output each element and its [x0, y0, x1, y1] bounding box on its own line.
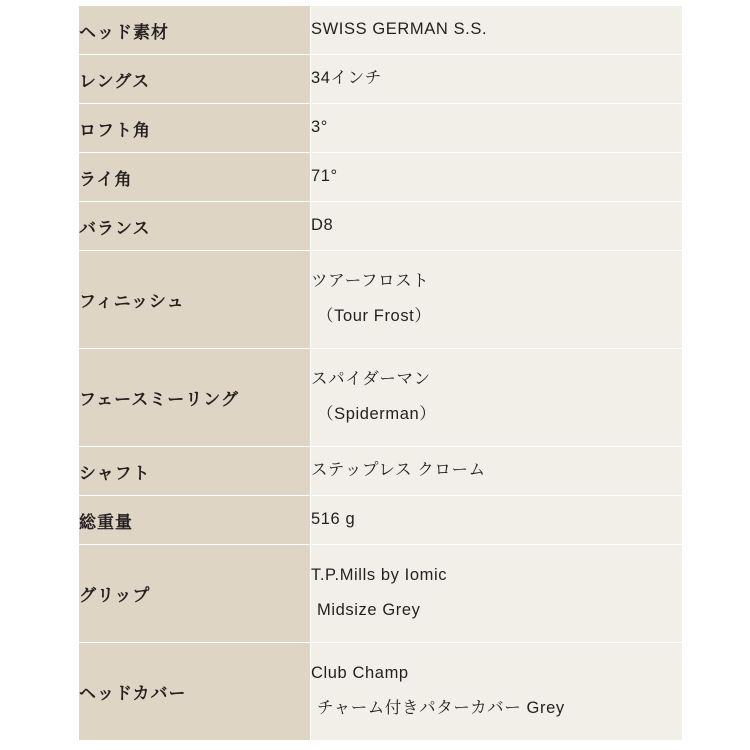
spec-label-cell: フェースミーリング [79, 349, 311, 447]
spec-label-cell: ヘッド素材 [79, 6, 311, 55]
table-row [79, 6, 683, 55]
spec-value-cell [311, 643, 683, 741]
spec-value-line: （Tour Frost） [317, 307, 432, 325]
table-row [79, 349, 683, 447]
spec-label-cell: バランス [79, 202, 311, 251]
spec-value-cell [311, 104, 683, 153]
spec-value-line: Midsize Grey [317, 601, 421, 619]
table-row [79, 251, 683, 349]
table-row [79, 545, 683, 643]
spec-value-cell [311, 55, 683, 104]
table-row [79, 643, 683, 741]
spec-value-line: チャーム付きパターカバー Grey [317, 699, 565, 717]
spec-value-line: 516 g [311, 510, 356, 529]
spec-value-cell [311, 6, 683, 55]
spec-table-body [79, 6, 683, 741]
product-spec-table [78, 5, 683, 741]
spec-value-cell [311, 447, 683, 496]
table-row [79, 153, 683, 202]
spec-value-line: D8 [311, 216, 334, 235]
spec-value-line: 34インチ [311, 69, 382, 88]
table-row [79, 496, 683, 545]
spec-label-cell: ヘッドカバー [79, 643, 311, 741]
spec-label-cell: 総重量 [79, 496, 311, 545]
spec-label-cell: ロフト角 [79, 104, 311, 153]
spec-value-cell [311, 153, 683, 202]
table-row [79, 447, 683, 496]
spec-label-cell: レングス [79, 55, 311, 104]
spec-value-cell [311, 349, 683, 447]
spec-value-line: T.P.Mills by Iomic [311, 566, 448, 585]
spec-label-cell: グリップ [79, 545, 311, 643]
spec-label-cell: フィニッシュ [79, 251, 311, 349]
spec-value-line: 71° [311, 167, 338, 186]
spec-value-line: ステップレス クローム [311, 461, 486, 480]
spec-value-cell [311, 251, 683, 349]
spec-value-line: 3° [311, 118, 328, 137]
spec-value-cell [311, 545, 683, 643]
spec-label-cell: ライ角 [79, 153, 311, 202]
table-row [79, 202, 683, 251]
spec-value-cell [311, 202, 683, 251]
spec-value-line: SWISS GERMAN S.S. [311, 20, 488, 39]
spec-value-line: スパイダーマン [311, 370, 431, 389]
spec-value-line: ツアーフロスト [311, 272, 430, 291]
table-row [79, 55, 683, 104]
spec-value-cell [311, 496, 683, 545]
spec-label-cell: シャフト [79, 447, 311, 496]
spec-value-line: Club Champ [311, 664, 409, 683]
spec-value-line: （Spiderman） [317, 405, 437, 423]
table-row [79, 104, 683, 153]
